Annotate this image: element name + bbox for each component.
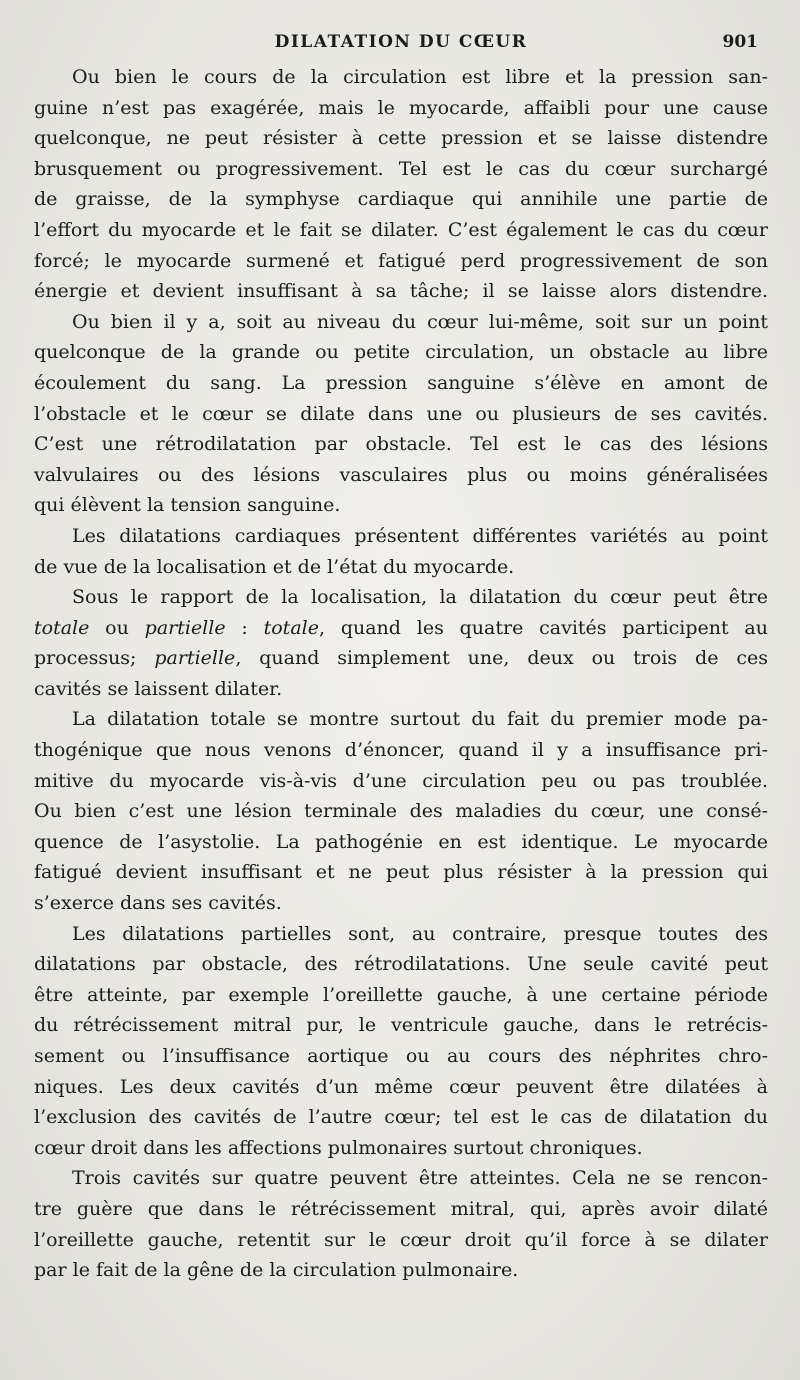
text-line: s’exerce dans ses cavités. [34, 892, 282, 915]
paragraph-4 [34, 582, 768, 704]
text-line: totale ou partielle : totale, quand les quatre cavités participent au [34, 616, 768, 639]
paragraph-5 [34, 704, 768, 918]
text-line: Les dilatations partielles sont, au contraire, presque toutes des [72, 922, 768, 945]
paragraph-7 [34, 1163, 768, 1285]
text-line: Les dilatations cardiaques présentent différentes variétés au point [72, 524, 768, 547]
text-line: quence de l’asystolie. La pathogénie en est identique. Le myocarde [34, 830, 768, 853]
text-line: qui élèvent la tension sanguine. [34, 494, 341, 517]
text-line: brusquement ou progressivement. Tel est le cas du cœur surchargé [34, 157, 768, 180]
text-line: l’oreillette gauche, retentit sur le cœur droit qu’il force à se dilater [34, 1228, 768, 1251]
text-line: C’est une rétrodilatation par obstacle. Tel est le cas des lésions [34, 433, 768, 456]
paragraph-2 [34, 307, 768, 521]
paragraph-1 [34, 62, 768, 307]
text-line: processus; partielle, quand simplement une, deux ou trois de ces [34, 647, 769, 670]
text-line: valvulaires ou des lésions vasculaires plus ou moins généralisées [34, 463, 768, 486]
text-line: énergie et devient insuffisant à sa tâche; il se laisse alors distendre. [34, 280, 768, 303]
text-line: quelconque, ne peut résister à cette pression et se laisse distendre [34, 127, 768, 150]
text-line: cœur droit dans les affections pulmonaires surtout chroniques. [34, 1136, 643, 1159]
text-line: Ou bien il y a, soit au niveau du cœur lui-même, soit sur un point [72, 310, 768, 333]
text-line: Trois cavités sur quatre peuvent être atteintes. Cela ne se rencon- [72, 1167, 768, 1190]
text-line: écoulement du sang. La pression sanguine s’élève en amont de [34, 371, 768, 394]
text-line: Sous le rapport de la localisation, la dilatation du cœur peut être [72, 586, 768, 609]
text-line: quelconque de la grande ou petite circulation, un obstacle au libre [34, 341, 768, 364]
paragraph-6 [34, 919, 768, 1164]
text-line: l’obstacle et le cœur se dilate dans une ou plusieurs de ses cavités. [34, 402, 768, 425]
text-line: tre guère que dans le rétrécissement mitral, qui, après avoir dilaté [34, 1197, 768, 1220]
body-text [34, 62, 768, 1286]
text-line: l’effort du myocarde et le fait se dilater. C’est également le cas du cœur [34, 218, 768, 241]
text-line: cavités se laissent dilater. [34, 677, 283, 700]
text-line: Ou bien le cours de la circulation est libre et la pression san- [72, 66, 768, 88]
text-line: par le fait de la gêne de la circulation pulmonaire. [34, 1259, 519, 1282]
text-line: être atteinte, par exemple l’oreillette gauche, à une certaine période [34, 983, 768, 1006]
text-line: Ou bien c’est une lésion terminale des maladies du cœur, une consé- [34, 800, 768, 823]
text-line: guine n’est pas exagérée, mais le myocarde, affaibli pour une cause [34, 96, 768, 119]
paragraph-3 [34, 521, 768, 582]
text-line: dilatations par obstacle, des rétrodilatations. Une seule cavité peut [34, 953, 768, 976]
text-line: thogénique que nous venons d’énoncer, quand il y a insuffisance pri- [34, 739, 768, 762]
text-line: du rétrécissement mitral pur, le ventricule gauche, dans le retrécis- [34, 1014, 768, 1037]
text-line: l’exclusion des cavités de l’autre cœur; tel est le cas de dilatation du [34, 1106, 768, 1129]
running-title: DILATATION DU CŒUR [274, 32, 528, 52]
text-line: de vue de la localisation et de l’état du myocarde. [34, 555, 515, 578]
text-line: niques. Les deux cavités d’un même cœur peuvent être dilatées à [34, 1075, 768, 1098]
running-head [34, 26, 768, 60]
text-line: forcé; le myocarde surmené et fatigué perd progressivement de son [34, 249, 768, 272]
text-line: de graisse, de la symphyse cardiaque qui annihile une partie de [34, 188, 768, 211]
text-line: La dilatation totale se montre surtout du fait du premier mode pa- [72, 708, 768, 731]
text-line: sement ou l’insuffisance aortique ou au cours des néphrites chro- [34, 1045, 768, 1067]
text-line: mitive du myocarde vis-à-vis d’une circulation peu ou pas troublée. [34, 769, 768, 792]
page-number: 901 [722, 32, 758, 52]
text-line: fatigué devient insuffisant et ne peut plus résister à la pression qui [34, 861, 768, 884]
